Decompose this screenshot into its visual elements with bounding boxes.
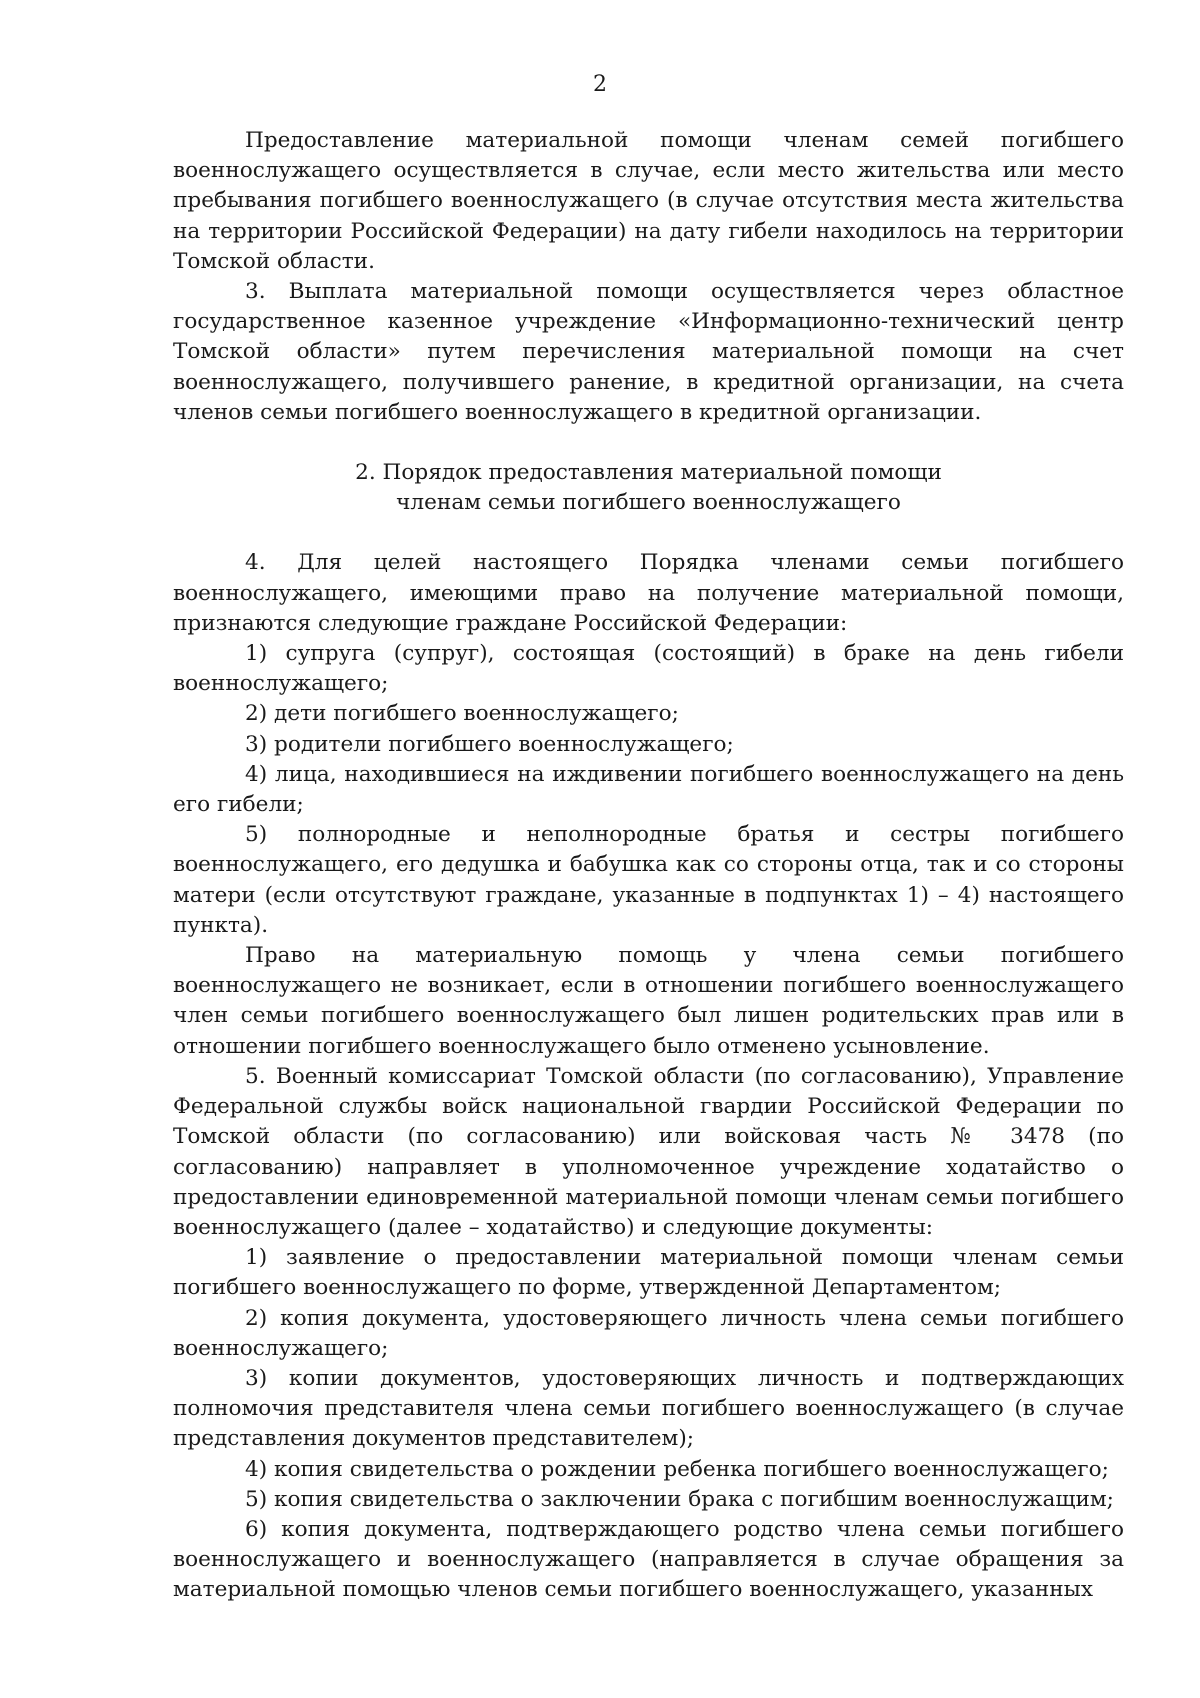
paragraph: 4. Для целей настоящего Порядка членами семьи погибшего военнослужащего, имеющими право на получение материальной помощи, признаются следующие граждане Российской Федерации: — [173, 550, 1124, 636]
page-number: 2 — [593, 72, 607, 97]
list-item: 1) заявление о предоставлении материальной помощи членам семьи погибшего военнослужащего по форме, утвержденной Департаментом; — [173, 1245, 1124, 1301]
document-body — [173, 126, 1124, 1606]
list-item: 2) дети погибшего военнослужащего; — [245, 701, 679, 727]
list-item: 6) копия документа, подтверждающего родство члена семьи погибшего военнослужащего и военнослужащего (направляется в случае обращения за материальной помощью членов семьи погибшего военнослужащего, указанных — [173, 1516, 1124, 1603]
paragraph: Право на материальную помощь у члена семьи погибшего военнослужащего не возникает, если в отношении погибшего военнослужащего член семьи погибшего военнослужащего был лишен родительских прав или в отношении погибшего военнослужащего было отменено усыновление. — [173, 943, 1124, 1059]
list-item: 1) супруга (супруг), состоящая (состоящий) в браке на день гибели военнослужащего; — [173, 641, 1124, 697]
list-item: 2) копия документа, удостоверяющего личность члена семьи погибшего военнослужащего; — [173, 1305, 1124, 1361]
section-heading — [173, 428, 1124, 548]
list-item: 4) копия свидетельства о рождении ребенка погибшего военнослужащего; — [245, 1456, 1109, 1482]
paragraph: Предоставление материальной помощи членам семей погибшего военнослужащего осуществляется в случае, если место жительства или место пребывания погибшего военнослужащего (в случае отсутствия места жительства на территории Российской Федерации) на дату гибели находилось на территории Томской области. — [173, 128, 1124, 274]
list-item: 3) копии документов, удостоверяющих личность и подтверждающих полномочия представителя члена семьи погибшего военнослужащего (в случае представления документов представителем); — [173, 1365, 1124, 1452]
list-item: 3) родители погибшего военнослужащего; — [245, 731, 734, 757]
section-heading-line: 2. Порядок предоставления материальной помощи — [355, 460, 942, 486]
list-item: 5) копия свидетельства о заключении брака с погибшим военнослужащим; — [245, 1486, 1114, 1512]
list-item: 4) лица, находившиеся на иждивении погибшего военнослужащего на день его гибели; — [173, 761, 1124, 818]
paragraph: 5. Военный комиссариат Томской области (по согласованию), Управление Федеральной службы войск национальной гвардии Российской Федерации по Томской области (по согласованию) или войсковая часть № 3478 (по согласованию) направляет в уполномоченное учреждение ходатайство о предоставлении единовременной материальной помощи членам семьи погибшего военнослужащего (далее – ходатайство) и следующие документы: — [173, 1063, 1124, 1240]
paragraph: 3. Выплата материальной помощи осуществляется через областное государственное казенное учреждение «Информационно-технический центр Томской области» путем перечисления материальной помощи на счет военнослужащего, получившего ранение, в кредитной организации, на счета членов семьи погибшего военнослужащего в кредитной организации. — [173, 279, 1124, 425]
section-heading-line: членам семьи погибшего военнослужащего — [396, 490, 901, 516]
list-item: 5) полнородные и неполнородные братья и сестры погибшего военнослужащего, его дедушка и бабушка как со стороны отца, так и со стороны матери (если отсутствуют граждане, указанные в подпунктах 1) – 4) настоящего пункта). — [173, 822, 1124, 938]
